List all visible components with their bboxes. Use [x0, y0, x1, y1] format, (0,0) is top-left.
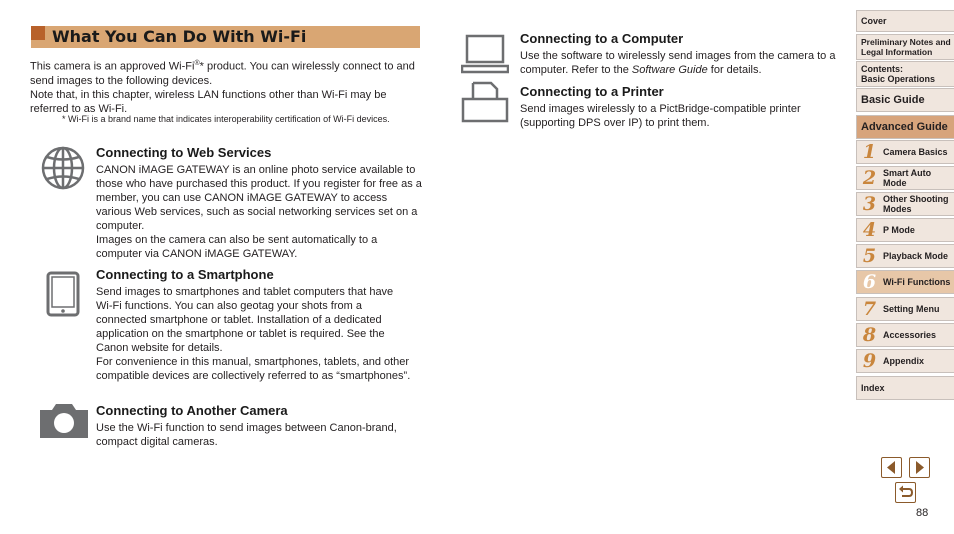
intro-line1: This camera is an approved Wi-Fi — [30, 60, 195, 73]
registered-mark: ® — [194, 60, 200, 67]
nav-contents-label — [861, 64, 935, 84]
nav-cover-label: Cover — [861, 16, 887, 26]
nav-chapter-line2: Mode — [883, 178, 907, 188]
page-title: What You Can Do With Wi-Fi — [52, 27, 307, 46]
nav-chapter-line2: Modes — [883, 204, 912, 214]
nav-chapter-line1: Wi-Fi Functions — [883, 277, 951, 287]
web-services-body — [96, 163, 422, 261]
nav-chapter-2[interactable] — [856, 166, 954, 190]
nav-advanced-guide[interactable] — [856, 115, 954, 139]
printer-heading: Connecting to a Printer — [520, 84, 664, 99]
chapter-number: 2 — [862, 167, 877, 189]
nav-chapter-3[interactable] — [856, 192, 954, 216]
intro-text — [30, 57, 420, 116]
nav-chapter-1[interactable] — [856, 140, 954, 164]
computer-text-end: for details. — [707, 64, 762, 76]
nav-preliminary-line1: Preliminary Notes and — [861, 37, 951, 47]
return-arrow-icon — [896, 483, 915, 502]
nav-chapter-5[interactable] — [856, 244, 954, 268]
globe-icon — [40, 145, 86, 191]
next-page-button[interactable] — [909, 457, 930, 478]
nav-cover[interactable] — [856, 10, 954, 32]
nav-chapter-label — [883, 225, 915, 235]
nav-chapter-line1: Camera Basics — [883, 147, 948, 157]
nav-chapter-label — [883, 356, 924, 366]
intro-line1-rest: * product. You can wirelessly connect to and send images to the following devices. — [30, 60, 415, 87]
smartphone-text-2: For convenience in this manual, smartphones, tablets, and other compatible devices are collectively referred to as “smartphones”. — [96, 356, 411, 382]
smartphone-body — [96, 285, 412, 383]
page-number: 88 — [916, 507, 929, 519]
computer-body — [520, 49, 850, 77]
nav-chapter-7[interactable] — [856, 297, 954, 321]
nav-advanced-label: Advanced Guide — [861, 121, 948, 133]
nav-index[interactable] — [856, 376, 954, 400]
computer-text: Use the software to wirelessly send images from the camera to a computer. Refer to the — [520, 50, 836, 76]
chapter-number: 4 — [862, 219, 877, 241]
chapter-number: 9 — [862, 350, 877, 372]
nav-index-label: Index — [861, 383, 885, 393]
nav-chapter-line1: P Mode — [883, 225, 915, 235]
nav-chapter-line1: Other Shooting — [883, 194, 949, 204]
intro-line2: Note that, in this chapter, wireless LAN functions other than Wi-Fi may be referred to as Wi-Fi. — [30, 88, 387, 115]
another-camera-heading: Connecting to Another Camera — [96, 403, 288, 418]
chapter-number: 8 — [862, 324, 877, 346]
nav-chapter-label — [883, 304, 940, 314]
printer-icon — [461, 81, 509, 123]
nav-chapter-6[interactable] — [856, 270, 954, 294]
nav-contents-line2: Basic Operations — [861, 74, 936, 84]
nav-preliminary-notes[interactable] — [856, 34, 954, 60]
web-services-heading: Connecting to Web Services — [96, 145, 272, 160]
nav-chapter-line1: Setting Menu — [883, 304, 940, 314]
nav-chapter-4[interactable] — [856, 218, 954, 242]
computer-icon — [461, 34, 509, 74]
arrow-left-icon — [882, 458, 901, 477]
nav-contents[interactable] — [856, 61, 954, 87]
nav-chapter-label — [883, 168, 931, 188]
arrow-right-icon — [910, 458, 929, 477]
nav-preliminary-line2: Legal Information — [861, 47, 933, 57]
footnote: * Wi-Fi is a brand name that indicates interoperability certification of Wi-Fi devices. — [62, 114, 390, 124]
chapter-number: 3 — [862, 193, 877, 215]
nav-chapter-line1: Playback Mode — [883, 251, 949, 261]
smartphone-heading: Connecting to a Smartphone — [96, 267, 274, 282]
return-button[interactable] — [895, 482, 916, 503]
nav-chapter-9[interactable] — [856, 349, 954, 373]
chapter-number: 5 — [862, 245, 877, 267]
smartphone-icon — [46, 271, 80, 317]
nav-chapter-line1: Smart Auto — [883, 168, 932, 178]
another-camera-body: Use the Wi-Fi function to send images between Canon-brand, compact digital cameras. — [96, 422, 397, 448]
web-services-text-2: Images on the camera can also be sent automatically to a computer via CANON iMAGE GATEWAY. — [96, 234, 378, 260]
smartphone-text: Send images to smartphones and tablet computers that have Wi-Fi functions. You can also geotag your shots from a connected smartphone or tablet. Installation of a dedicated application on the smartphone or tablet is required. See the Canon website for details. — [96, 286, 394, 354]
nav-basic-guide[interactable] — [856, 88, 954, 112]
nav-contents-line1: Contents: — [861, 64, 903, 74]
camera-icon — [38, 402, 90, 440]
nav-chapter-label — [883, 194, 949, 214]
nav-chapter-label — [883, 147, 948, 157]
nav-basic-label: Basic Guide — [861, 94, 925, 106]
nav-chapter-8[interactable] — [856, 323, 954, 347]
printer-body: Send images wirelessly to a PictBridge-compatible printer (supporting DPS over IP) to print them. — [520, 103, 801, 129]
previous-page-button[interactable] — [881, 457, 902, 478]
chapter-number: 6 — [862, 271, 877, 293]
title-marker — [31, 26, 45, 40]
software-guide-ref: Software Guide — [631, 64, 708, 76]
chapter-number: 1 — [862, 141, 877, 163]
nav-chapter-line1: Accessories — [883, 330, 937, 340]
web-services-text: CANON iMAGE GATEWAY is an online photo service available to those who have purchased this product. If you register for free as a member, you can use CANON iMAGE GATEWAY to access various Web services, such as social networking services set on a computer. — [96, 164, 422, 232]
nav-preliminary-label — [861, 37, 951, 57]
nav-chapter-label — [883, 251, 948, 261]
nav-chapter-label — [883, 330, 936, 340]
chapter-number: 7 — [862, 298, 877, 320]
nav-chapter-line1: Appendix — [883, 356, 925, 366]
nav-chapter-label — [883, 277, 950, 287]
computer-heading: Connecting to a Computer — [520, 31, 684, 46]
